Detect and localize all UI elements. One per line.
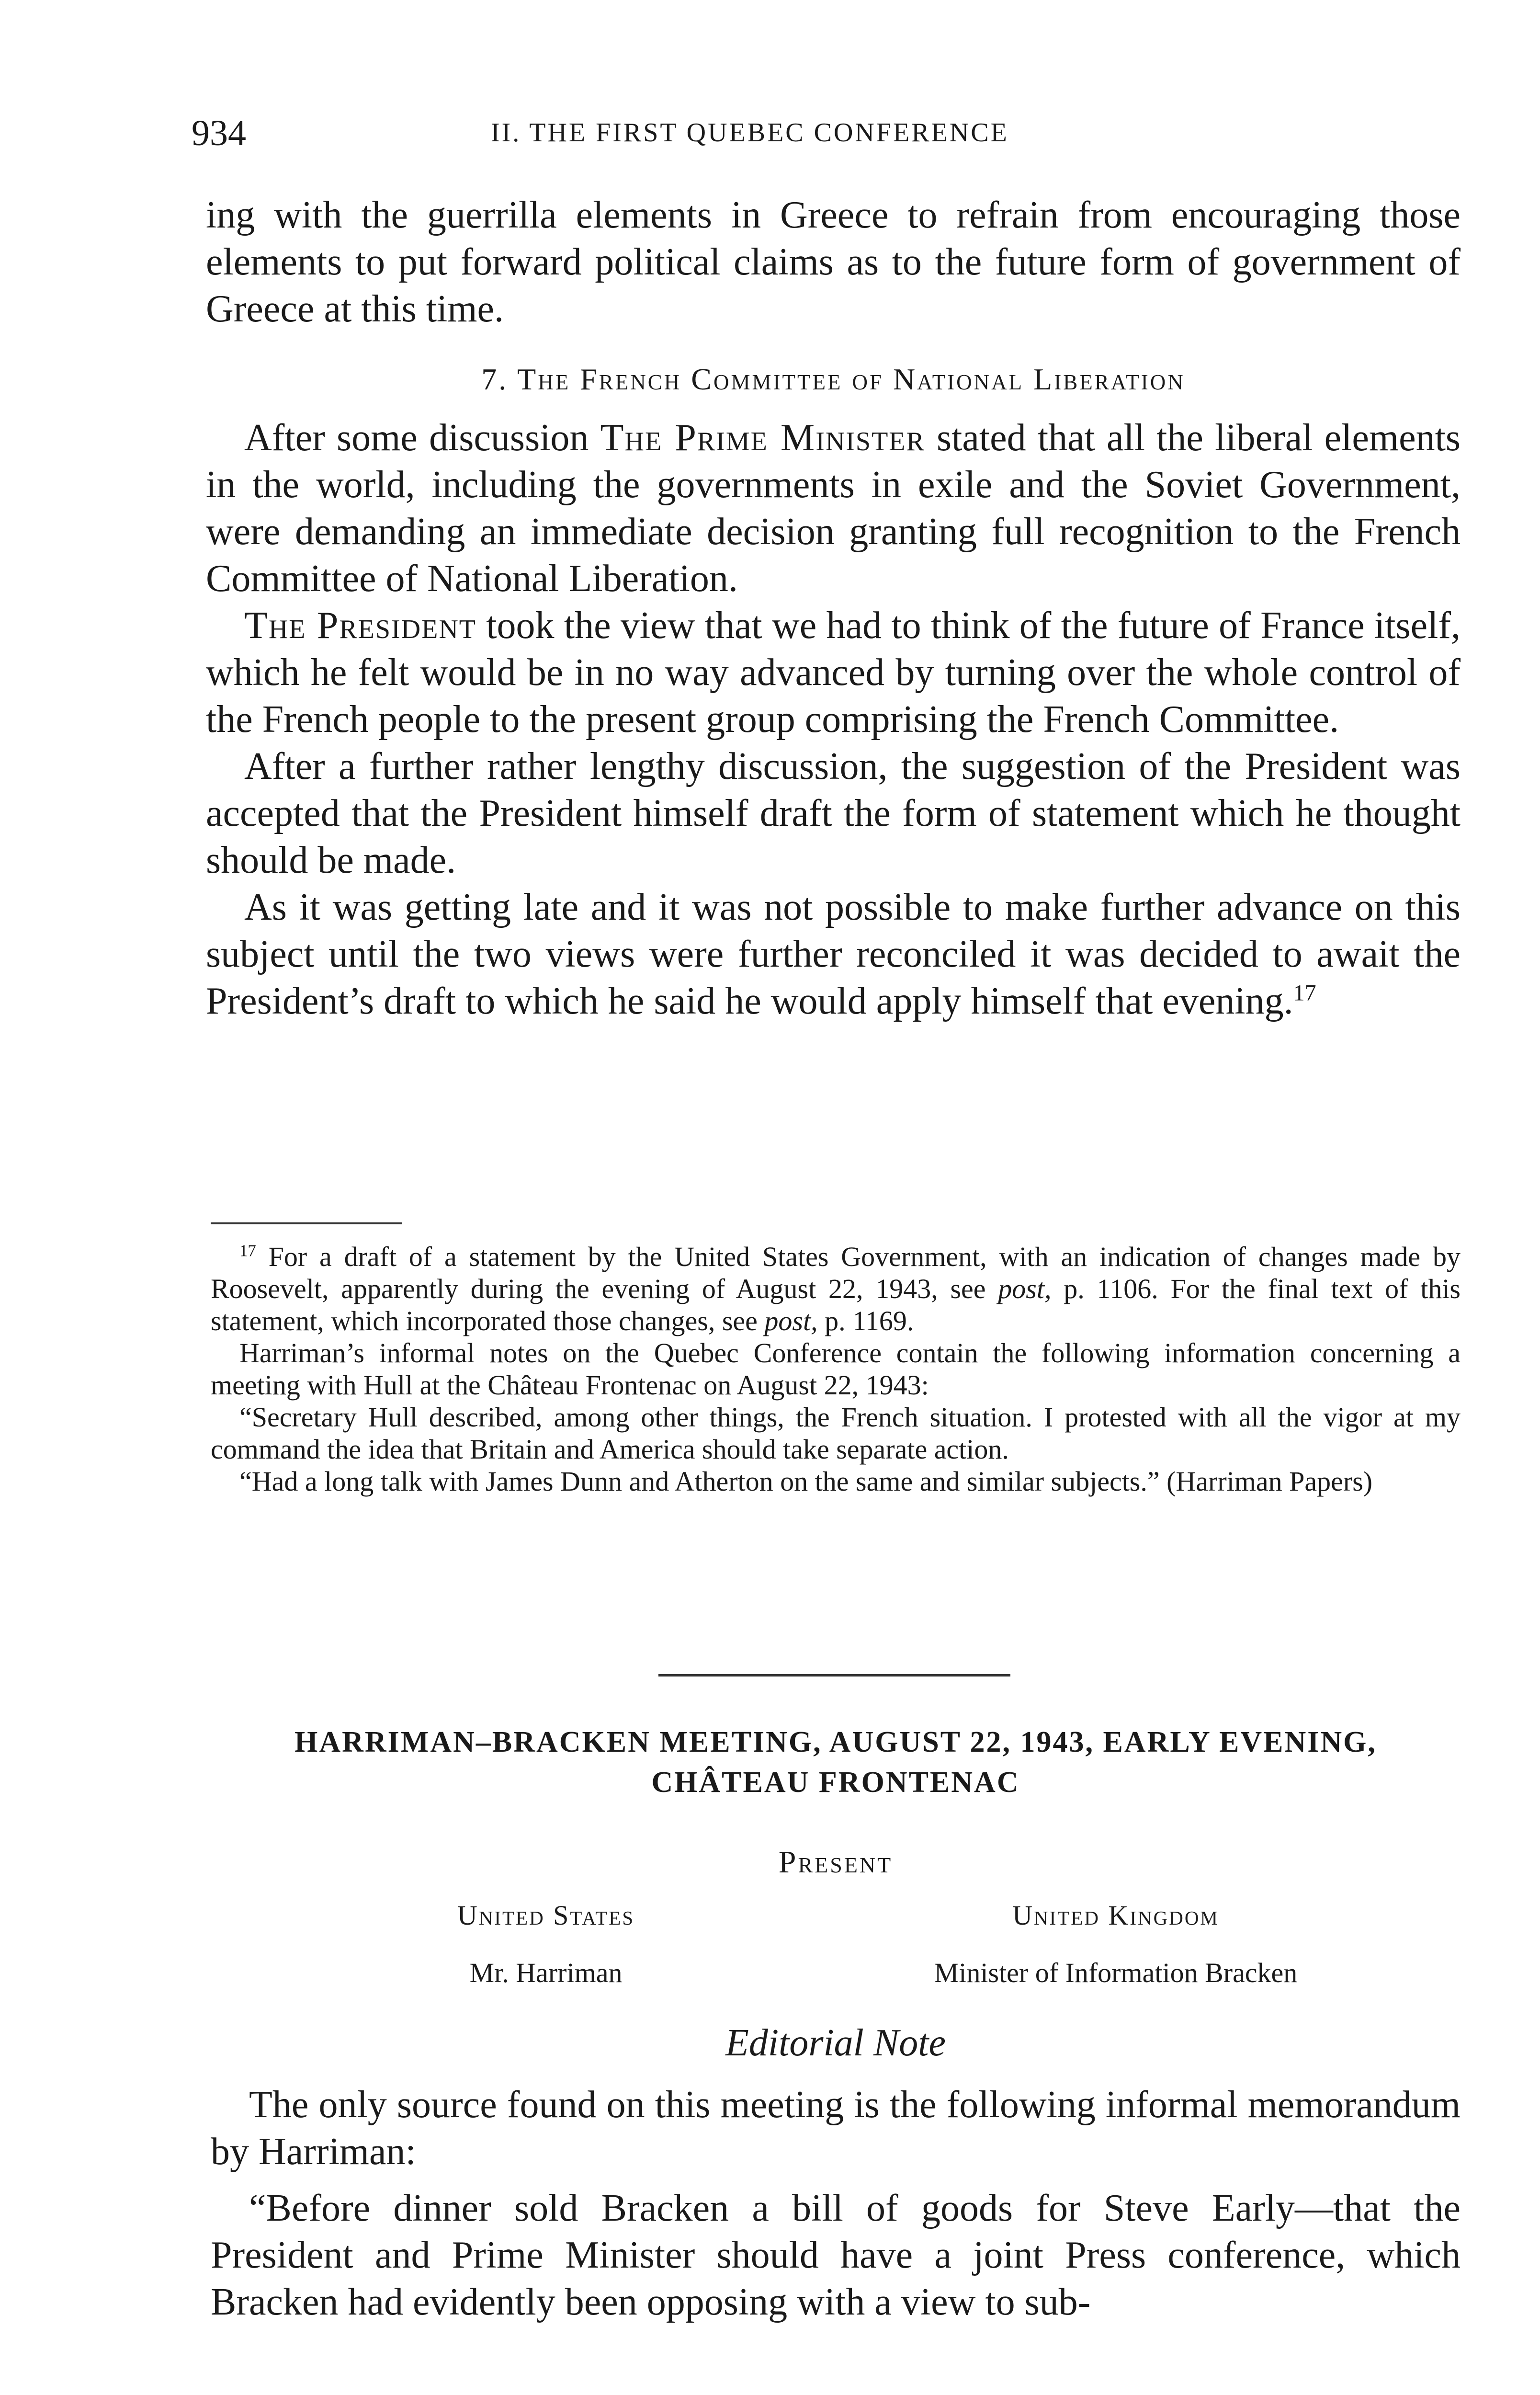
footnote-rule — [211, 1222, 402, 1224]
p4-text: As it was getting late and it was not possible to make further advance on this subject until the two views were further reconciled it was decided to await the President’s draft to which he said he would apply himself that evening. — [206, 886, 1461, 1022]
participant-uk: Minister of Information Bracken — [934, 1957, 1298, 1988]
running-header — [192, 113, 1465, 165]
section-heading: 7. The French Committee of National Liberation — [481, 362, 1185, 396]
participant-us: Mr. Harriman — [469, 1957, 623, 1988]
country-us-label: United States — [457, 1900, 635, 1931]
continuation-paragraph: ing with the guerrilla elements in Greece to refrain from encouraging those elements to put forward political claims as to the future form of government of Greece at this time. — [206, 194, 1461, 330]
paragraph-prime-minister — [206, 414, 1461, 602]
p1-rest: stated that all the liberal elements in the world, including the governments in exile and the Soviet Government, were demanding an immediate decision granting full recognition to the French Committee of National Liberation. — [206, 417, 1461, 600]
footnote-17 — [211, 1241, 1461, 1337]
section-separator — [658, 1674, 1010, 1676]
p2-rest: took the view that we had to think of the future of France itself, which he felt would be in no way advanced by turning over the whole control of the French people to the present group comprising the French Committee. — [206, 604, 1461, 741]
present-label: Present — [778, 1845, 893, 1880]
editorial-note-heading: Editorial Note — [725, 2022, 946, 2064]
paragraph-president — [206, 602, 1461, 743]
paragraph-further-discussion: After a further rather lengthy discussion, the suggestion of the President was accepted that the President himself draft the form of statement which he thought should be made. — [206, 745, 1461, 881]
footnote-text-c: p. 1169. — [817, 1305, 914, 1336]
meeting-title-line-1: HARRIMAN–BRACKEN MEETING, AUGUST 22, 1943, EARLY EVENING, — [294, 1726, 1377, 1758]
footnote-ref-17: 17 — [1293, 980, 1316, 1006]
footnote-text-a: For a draft of a statement by the United States Government, with an indication of changes made by Roosevelt, apparently during the evening of August 22, 1943, see — [211, 1241, 1461, 1304]
country-uk-label: United Kingdom — [1012, 1900, 1219, 1931]
meeting-title-line-2: CHÂTEAU FRONTENAC — [651, 1766, 1020, 1799]
speaker-president: The President — [244, 604, 476, 647]
footnote-paragraph-4: “Had a long talk with James Dunn and Atherton on the same and similar subjects.” (Harriman Papers) — [239, 1466, 1373, 1497]
note-paragraph-2: “Before dinner sold Bracken a bill of goods for Steve Early—that the President and Prime Minister should have a joint Press conference, which Bracken had evidently been opposing with a view to sub- — [211, 2187, 1461, 2323]
footnote-text-b: p. 1106. For the final text of this statement, which incorporated those changes, see — [211, 1273, 1461, 1336]
footnote-marker: 17 — [239, 1241, 256, 1260]
note-paragraph-1: The only source found on this meeting is the following informal memorandum by Harriman: — [211, 2084, 1461, 2173]
footnote-paragraph-2: Harriman’s informal notes on the Quebec Conference contain the following information concerning a meeting with Hull at the Château Frontenac on August 22, 1943: — [211, 1337, 1461, 1401]
running-title: II. THE FIRST QUEBEC CONFERENCE — [491, 118, 1009, 148]
section-body — [206, 414, 1461, 1025]
page-number: 934 — [192, 113, 246, 153]
p1-lead: After some discussion — [244, 417, 600, 459]
footnote-post-1: post, — [998, 1273, 1052, 1304]
speaker-prime-minister: The Prime Minister — [600, 417, 925, 459]
footnotes — [211, 1241, 1461, 1497]
footnote-paragraph-3: “Secretary Hull described, among other things, the French situation. I protested with all the vigor at my command the idea that Britain and America should take separate action. — [211, 1402, 1461, 1465]
editorial-note-body — [211, 2081, 1461, 2326]
paragraph-getting-late — [206, 884, 1461, 1025]
footnote-post-2: post, — [764, 1305, 818, 1336]
continuation-paragraph-block — [206, 192, 1461, 332]
meeting-title — [211, 1722, 1461, 1802]
